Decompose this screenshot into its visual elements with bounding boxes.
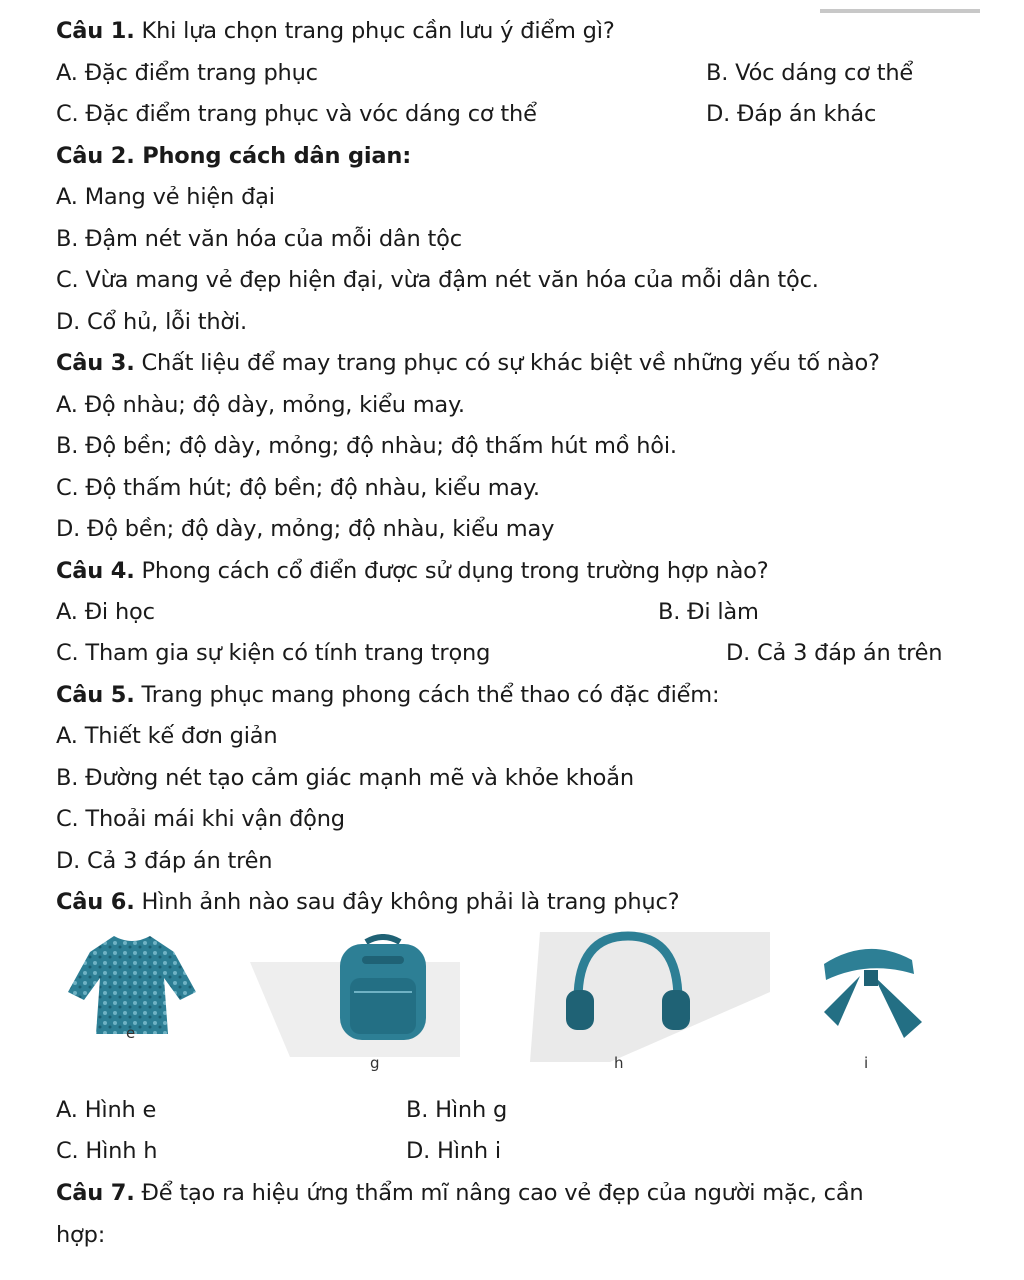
question-text: Để tạo ra hiệu ứng thẩm mĩ nâng cao vẻ đẹp của người mặc, cần	[134, 1180, 864, 1206]
question-3	[56, 348, 880, 378]
option-6b: B. Hình g	[406, 1097, 508, 1123]
watermark-logo	[230, 922, 790, 1072]
option-5c: C. Thoải mái khi vận động	[56, 806, 345, 832]
option-1c: C. Đặc điểm trang phục và vóc dáng cơ thể	[56, 101, 537, 127]
option-4b: B. Đi làm	[658, 599, 759, 625]
question-text: Trang phục mang phong cách thể thao có đặc điểm:	[134, 682, 720, 708]
backpack-image	[328, 934, 438, 1046]
top-edge-fragment	[820, 0, 980, 6]
scarf-image	[794, 930, 942, 1050]
question-number: Câu 7.	[56, 1180, 135, 1206]
question-number: Câu 4.	[56, 558, 135, 584]
option-5d: D. Cả 3 đáp án trên	[56, 848, 273, 874]
option-5b: B. Đường nét tạo cảm giác mạnh mẽ và khỏe khoắn	[56, 765, 634, 791]
question-number: Câu 5.	[56, 682, 135, 708]
option-5a: A. Thiết kế đơn giản	[56, 723, 278, 749]
option-3a: A. Độ nhàu; độ dày, mỏng, kiểu may.	[56, 392, 465, 418]
question-6	[56, 887, 679, 917]
question-7	[56, 1178, 1016, 1208]
option-6a: A. Hình e	[56, 1097, 157, 1123]
option-2d: D. Cổ hủ, lỗi thời.	[56, 309, 247, 335]
question-5	[56, 680, 719, 710]
option-4c: C. Tham gia sự kiện có tính trang trọng	[56, 640, 491, 666]
question-text: Hình ảnh nào sau đây không phải là trang phục?	[134, 889, 680, 915]
question-number: Câu 3.	[56, 350, 135, 376]
question-text: Chất liệu để may trang phục có sự khác biệt về những yếu tố nào?	[134, 350, 880, 376]
figure-label-e: e	[126, 1024, 136, 1042]
option-2a: A. Mang vẻ hiện đại	[56, 184, 275, 210]
option-6d: D. Hình i	[406, 1138, 501, 1164]
question-7-continuation: hợp:	[56, 1222, 106, 1248]
option-4d: D. Cả 3 đáp án trên	[726, 640, 943, 666]
question-number: Câu 6.	[56, 889, 135, 915]
option-1a: A. Đặc điểm trang phục	[56, 60, 318, 86]
option-2b: B. Đậm nét văn hóa của mỗi dân tộc	[56, 226, 462, 252]
question-number: Câu 1.	[56, 18, 135, 44]
option-3c: C. Độ thấm hút; độ bền; độ nhàu, kiểu may.	[56, 475, 540, 501]
question-1	[56, 16, 615, 46]
headphones-image	[558, 928, 698, 1032]
figure-label-g: g	[370, 1054, 380, 1072]
option-2c: C. Vừa mang vẻ đẹp hiện đại, vừa đậm nét văn hóa của mỗi dân tộc.	[56, 267, 819, 293]
question-text: Phong cách cổ điển được sử dụng trong trường hợp nào?	[134, 558, 769, 584]
question-2	[56, 141, 411, 171]
question-text: Khi lựa chọn trang phục cần lưu ý điểm gì?	[134, 18, 615, 44]
option-1d: D. Đáp án khác	[706, 101, 877, 127]
option-4a: A. Đi học	[56, 599, 155, 625]
option-6c: C. Hình h	[56, 1138, 158, 1164]
question-text: Phong cách dân gian:	[134, 143, 411, 169]
question-number: Câu 2.	[56, 143, 135, 169]
figure-label-h: h	[614, 1054, 624, 1072]
option-1b: B. Vóc dáng cơ thể	[706, 60, 914, 86]
question-4	[56, 556, 768, 586]
option-3d: D. Độ bền; độ dày, mỏng; độ nhàu, kiểu may	[56, 516, 555, 542]
figure-label-i: i	[864, 1054, 869, 1072]
option-3b: B. Độ bền; độ dày, mỏng; độ nhàu; độ thấm hút mồ hôi.	[56, 433, 677, 459]
